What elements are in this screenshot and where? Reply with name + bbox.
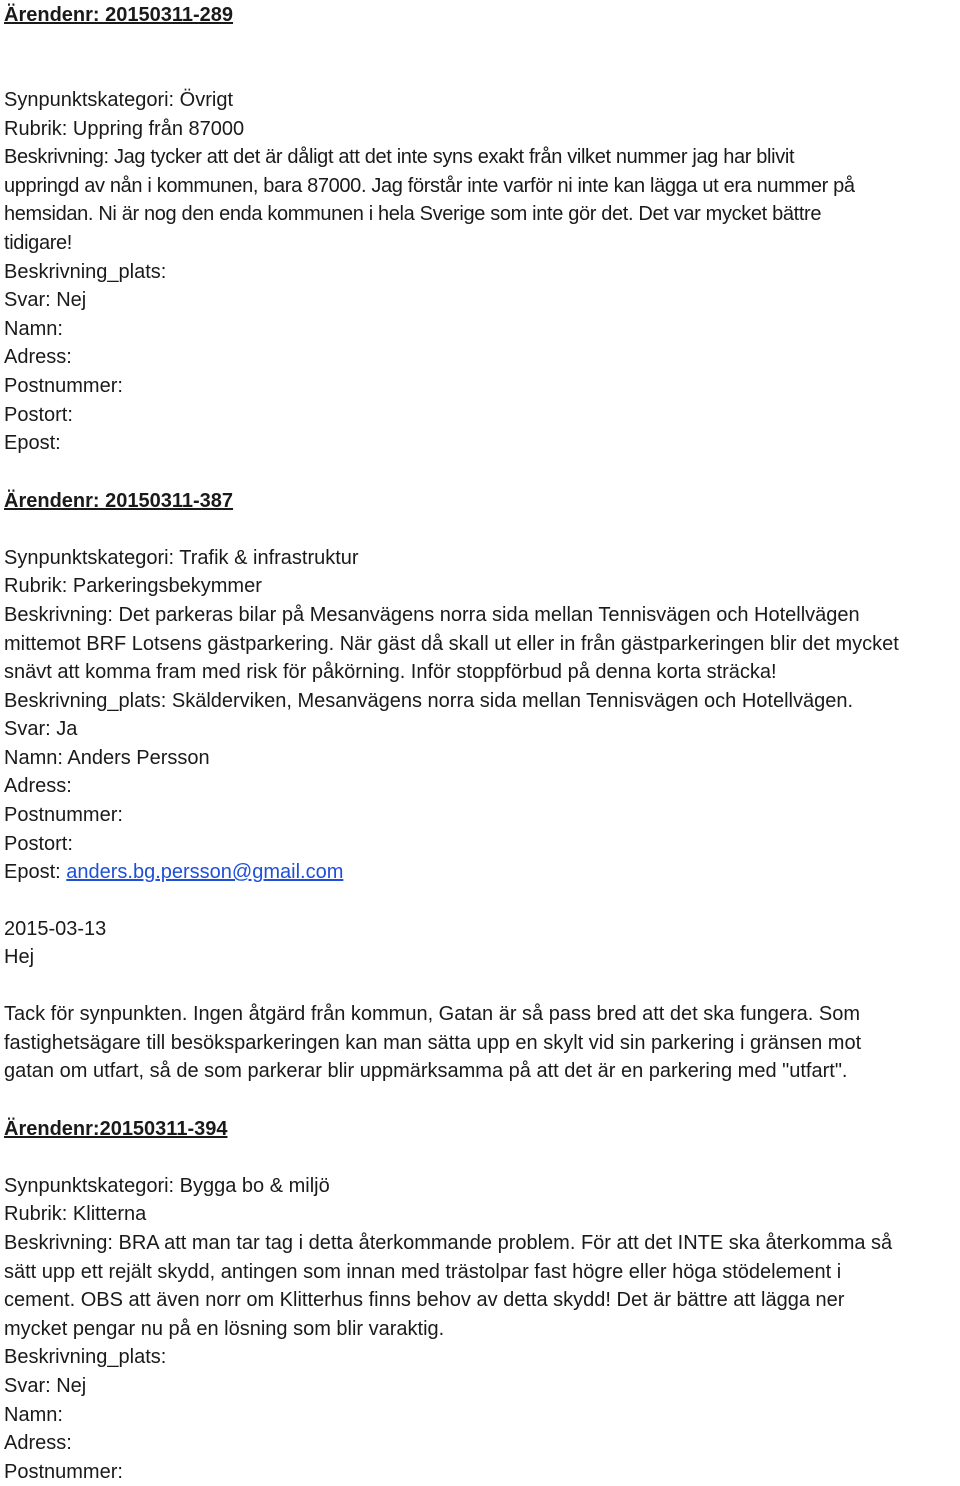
description-line: mycket pengar nu på en lösning som blir varaktig. [4, 1317, 445, 1340]
name-line: Namn: Anders Persson [4, 746, 210, 769]
email-label: Epost: [4, 861, 67, 884]
rubrik-line: Rubrik: Klitterna [4, 1203, 147, 1226]
answer-line: Svar: Ja [4, 718, 78, 741]
spacer [4, 1086, 956, 1114]
postal-code-line: Postnummer: [4, 804, 123, 827]
case-heading: Ärendenr:20150311-394 [4, 1117, 228, 1140]
name-line: Namn: [4, 317, 63, 340]
email-link[interactable]: anders.bg.persson@gmail.com [66, 861, 344, 884]
document-page [4, 0, 956, 1486]
case-394 [4, 1114, 956, 1486]
postal-code-line: Postnummer: [4, 374, 123, 397]
description-line: tidigare! [4, 231, 73, 254]
address-line: Adress: [4, 346, 72, 369]
category-line: Synpunktskategori: Bygga bo & miljö [4, 1174, 330, 1197]
address-line: Adress: [4, 775, 72, 798]
description-line: hemsidan. Ni är nog den enda kommunen i hela Sverige som inte gör det. Det var mycket bättre [4, 203, 822, 226]
reply-line: fastighetsägare till besöksparkeringen kan man sätta upp en skylt vid sin parkering i gränsen mot [4, 1031, 862, 1054]
category-line: Synpunktskategori: Trafik & infrastruktur [4, 546, 359, 569]
postal-code-line: Postnummer: [4, 1460, 123, 1483]
name-line: Namn: [4, 1403, 63, 1426]
spacer [4, 516, 956, 544]
description-line: Beskrivning: Det parkeras bilar på Mesanvägens norra sida mellan Tennisvägen och Hotellvägen [4, 603, 860, 626]
spacer [4, 458, 956, 486]
case-heading: Ärendenr: 20150311-289 [4, 4, 234, 26]
spacer [4, 1144, 956, 1172]
rubrik-line: Rubrik: Parkeringsbekymmer [4, 575, 262, 598]
description-line: sätt upp ett rejält skydd, antingen som innan med trästolpar fast högre eller höga stödelement i [4, 1260, 842, 1283]
description-line: snävt att komma fram med risk för påkörning. Inför stoppförbud på denna korta sträcka! [4, 661, 777, 684]
postal-town-line: Postort: [4, 832, 73, 855]
postal-town-line: Postort: [4, 403, 73, 426]
place-line: Beskrivning_plats: [4, 260, 167, 283]
reply-greeting: Hej [4, 946, 35, 969]
reply-line: gatan om utfart, så de som parkerar blir uppmärksamma på att det är en parkering med "utfart". [4, 1060, 848, 1083]
address-line: Adress: [4, 1432, 72, 1455]
rubrik-line: Rubrik: Uppring från 87000 [4, 117, 245, 140]
description-line: mittemot BRF Lotsens gästparkering. När gäst då skall ut eller in från gästparkeringen blir det mycket [4, 632, 899, 655]
email-line: Epost: [4, 432, 61, 455]
reply-line: Tack för synpunkten. Ingen åtgärd från kommun, Gatan är så pass bred att det ska fungera. Som [4, 1003, 861, 1026]
description-line: Beskrivning: Jag tycker att det är dåligt att det inte syns exakt från vilket nummer jag har blivit [4, 146, 795, 169]
category-line: Synpunktskategori: Övrigt [4, 89, 233, 111]
spacer [4, 887, 956, 915]
reply-date: 2015-03-13 [4, 917, 107, 940]
spacer [4, 30, 956, 86]
place-line: Beskrivning_plats: Skälderviken, Mesanvägens norra sida mellan Tennisvägen och Hotellvägen. [4, 689, 854, 712]
description-line: uppringd av nån i kommunen, bara 87000. Jag förstår inte varför ni inte kan lägga ut era nummer på [4, 174, 855, 197]
email-line [4, 858, 956, 887]
description-line: cement. OBS att även norr om Klitterhus finns behov av detta skydd! Det är bättre att lägga ner [4, 1289, 845, 1312]
answer-line: Svar: Nej [4, 289, 87, 312]
spacer [4, 972, 956, 1000]
case-387 [4, 486, 956, 1086]
case-289 [4, 0, 956, 458]
description-line: Beskrivning: BRA att man tar tag i detta återkommande problem. För att det INTE ska återkomma så [4, 1232, 893, 1254]
case-heading: Ärendenr: 20150311-387 [4, 489, 234, 512]
place-line: Beskrivning_plats: [4, 1346, 167, 1369]
answer-line: Svar: Nej [4, 1374, 87, 1397]
